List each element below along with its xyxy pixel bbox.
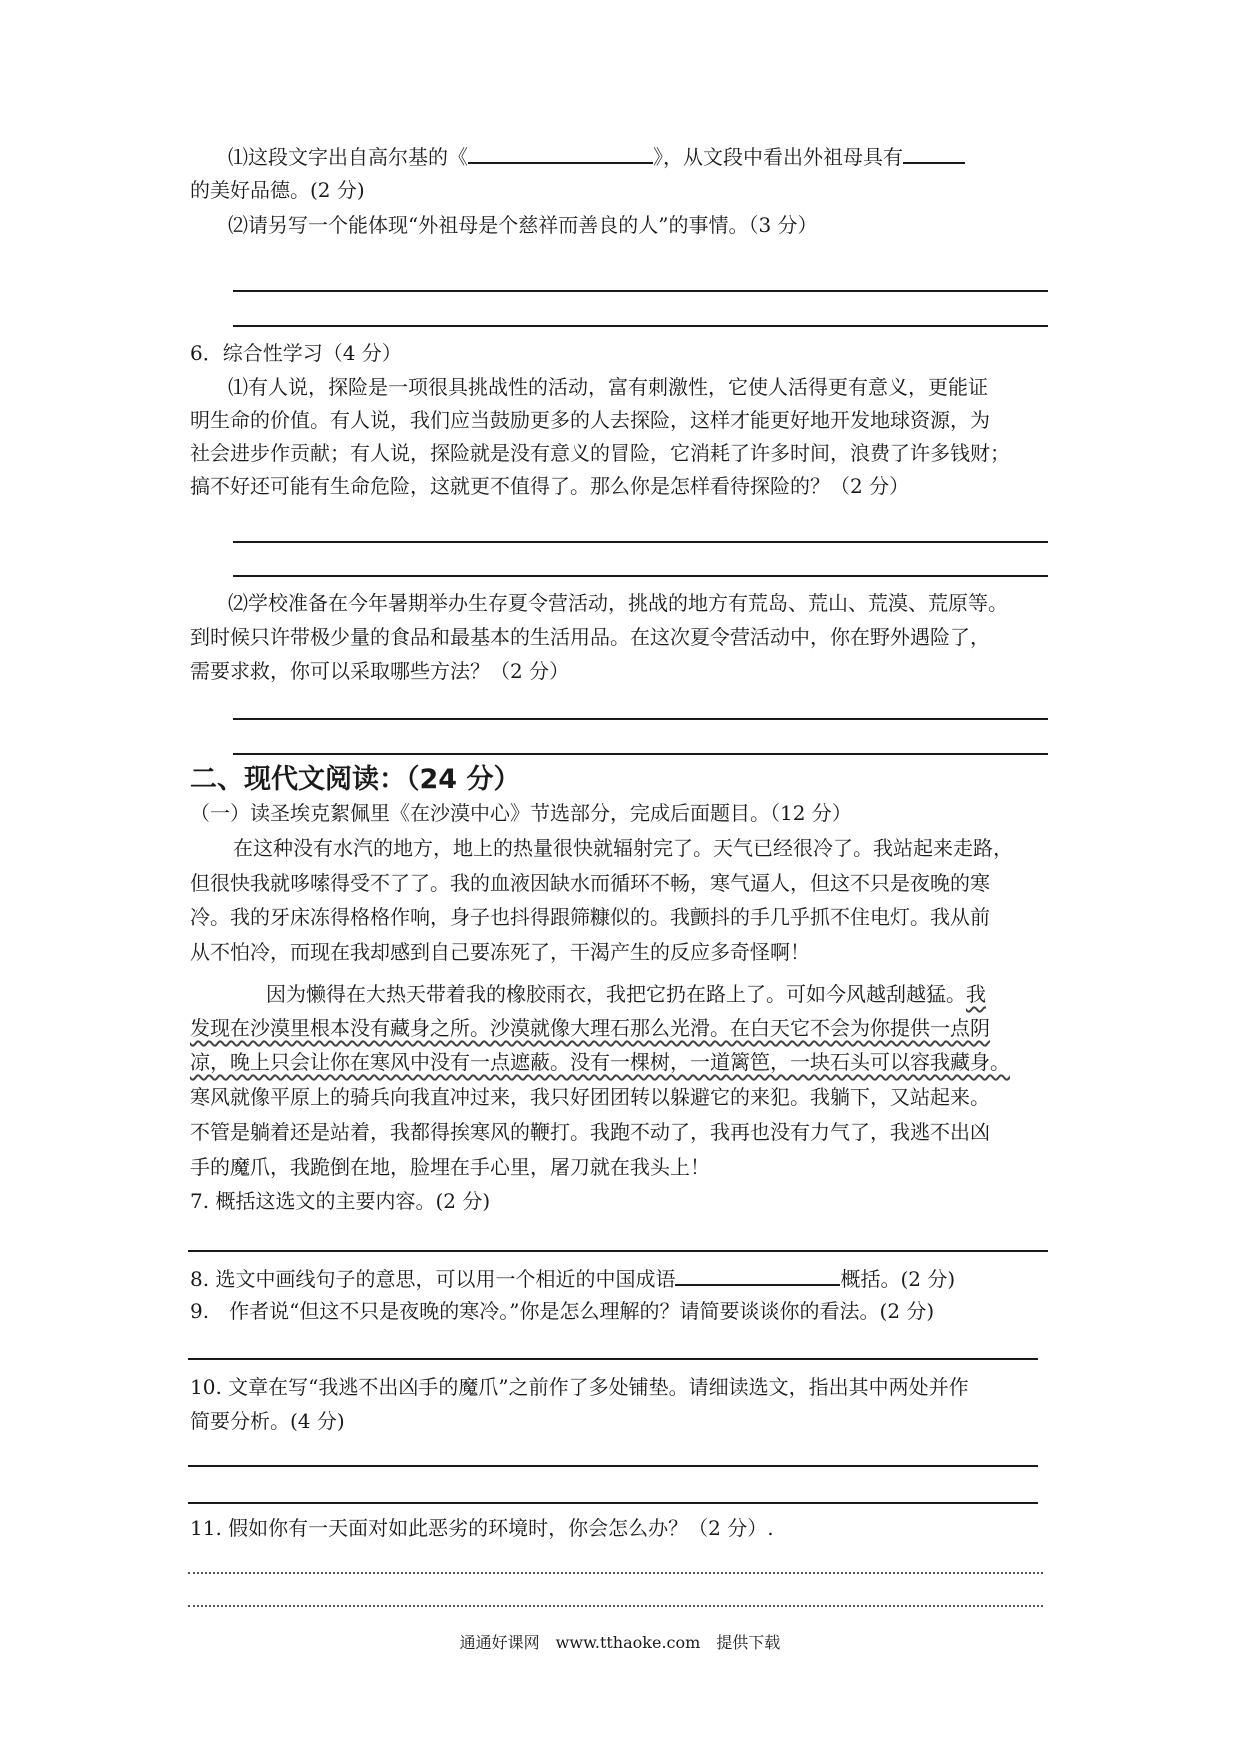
answer-line[interactable]	[188, 1465, 1038, 1467]
answer-blank-idiom[interactable]	[675, 1262, 840, 1286]
q6-part1-line: ⑴有人说，探险是一项很具挑战性的活动，富有刺激性，它使人活得更有意义，更能证	[228, 375, 988, 399]
q5-part1-text-b: 》，从文段中看出外祖母具有	[653, 145, 903, 169]
answer-line[interactable]	[233, 753, 1048, 755]
answer-line[interactable]	[188, 1250, 1048, 1252]
q8-text-a: 8. 选文中画线句子的意思，可以用一个相近的中国成语	[190, 1267, 676, 1291]
passage-line	[266, 978, 986, 1010]
answer-line[interactable]	[233, 718, 1048, 720]
answer-line[interactable]	[233, 541, 1048, 543]
q5-part1-text-a: ⑴这段文字出自高尔基的《	[228, 145, 468, 169]
underlined-sentence: 凉，晚上只会让你在寒风中没有一点遮蔽。没有一棵树，一道篱笆，一块石头可以容我藏身。	[190, 1050, 1010, 1074]
q7-prompt: 7. 概括这选文的主要内容。(2 分)	[190, 1189, 491, 1213]
q5-part1-line2: 的美好品德。(2 分)	[190, 178, 365, 202]
answer-line[interactable]	[233, 575, 1048, 577]
answer-line[interactable]	[188, 1358, 1038, 1360]
answer-line[interactable]	[233, 325, 1048, 327]
q6-title: 6．综合性学习（4 分）	[190, 341, 402, 365]
q6-part1-line: 搞不好还可能有生命危险，这就更不值得了。那么你是怎样看待探险的？（2 分）	[190, 474, 910, 498]
passage-line: 在这种没有水汽的地方，地上的热量很快就辐射完了。天气已经很冷了。我站起来走路，	[233, 836, 1013, 860]
q8-prompt	[190, 1262, 955, 1295]
underlined-sentence: 发现在沙漠里根本没有藏身之所。沙漠就像大理石那么光滑。在白天它不会为你提供一点阴	[190, 1016, 990, 1040]
dotted-answer-line[interactable]	[188, 1605, 1043, 1607]
q8-text-b: 概括。(2 分)	[840, 1267, 956, 1291]
q10-prompt-line: 10. 文章在写“我逃不出凶手的魔爪”之前作了多处铺垫。请细读选文，指出其中两处并作	[190, 1375, 969, 1399]
dotted-answer-line[interactable]	[188, 1572, 1043, 1574]
answer-line[interactable]	[188, 1502, 1038, 1504]
passage-line: 冷。我的牙床冻得格格作响，身子也抖得跟筛糠似的。我颤抖的手几乎抓不住电灯。我从前	[190, 905, 990, 929]
q6-part2-line: 到时候只许带极少量的食品和最基本的生活用品。在这次夏令营活动中，你在野外遇险了，	[190, 625, 990, 649]
passage-line: 但很快我就哆嗦得受不了了。我的血液因缺水而循环不畅，寒气逼人，但这不只是夜晚的寒	[190, 871, 990, 895]
answer-line[interactable]	[233, 290, 1048, 292]
q9-prompt: 9. 作者说“但这不只是夜晚的寒冷。”你是怎么理解的？请简要谈谈你的看法。(2 分)	[190, 1299, 935, 1323]
q5-part2: ⑵请另写一个能体现“外祖母是个慈祥而善良的人”的事情。（3 分）	[228, 213, 818, 237]
section-subheading: （一）读圣埃克絮佩里《在沙漠中心》节选部分，完成后面题目。（12 分）	[190, 801, 852, 825]
q6-part1-line: 明生命的价值。有人说，我们应当鼓励更多的人去探险，这样才能更好地开发地球资源，为	[190, 408, 990, 432]
answer-blank-virtue[interactable]	[903, 140, 965, 164]
q6-part1-line: 社会进步作贡献；有人说，探险就是没有意义的冒险，它消耗了许多时间，浪费了许多钱财；	[190, 441, 1010, 465]
passage-text: 因为懒得在大热天带着我的橡胶雨衣，我把它扔在路上了。可如今风越刮越猛。	[266, 982, 966, 1006]
passage-line: 从不怕冷，而现在我却感到自己要冻死了，干渴产生的反应多奇怪啊！	[190, 940, 810, 964]
q6-part2-line: 需要求救，你可以采取哪些方法？（2 分）	[190, 659, 570, 683]
q5-part1-line1	[228, 140, 965, 173]
q10-prompt-line: 简要分析。(4 分)	[190, 1409, 345, 1433]
page-footer: 通通好课网 www.tthaoke.com 提供下载	[459, 1633, 781, 1652]
passage-line: 寒风就像平原上的骑兵向我直冲过来，我只好团团转以躲避它的来犯。我躺下，又站起来。	[190, 1085, 990, 1109]
answer-blank-book-title[interactable]	[468, 140, 653, 164]
section-heading: 二、现代文阅读：（24 分）	[190, 764, 521, 795]
underlined-sentence: 我	[966, 982, 986, 1006]
passage-line: 不管是躺着还是站着，我都得挨寒风的鞭打。我跑不动了，我再也没有力气了，我逃不出凶	[190, 1120, 990, 1144]
q11-prompt: 11. 假如你有一天面对如此恶劣的环境时，你会怎么办？（2 分）.	[190, 1516, 774, 1540]
q6-part2-line: ⑵学校准备在今年暑期举办生存夏令营活动，挑战的地方有荒岛、荒山、荒漠、荒原等。	[228, 591, 1008, 615]
passage-line: 手的魔爪，我跪倒在地，脸埋在手心里，屠刀就在我头上！	[190, 1155, 710, 1179]
